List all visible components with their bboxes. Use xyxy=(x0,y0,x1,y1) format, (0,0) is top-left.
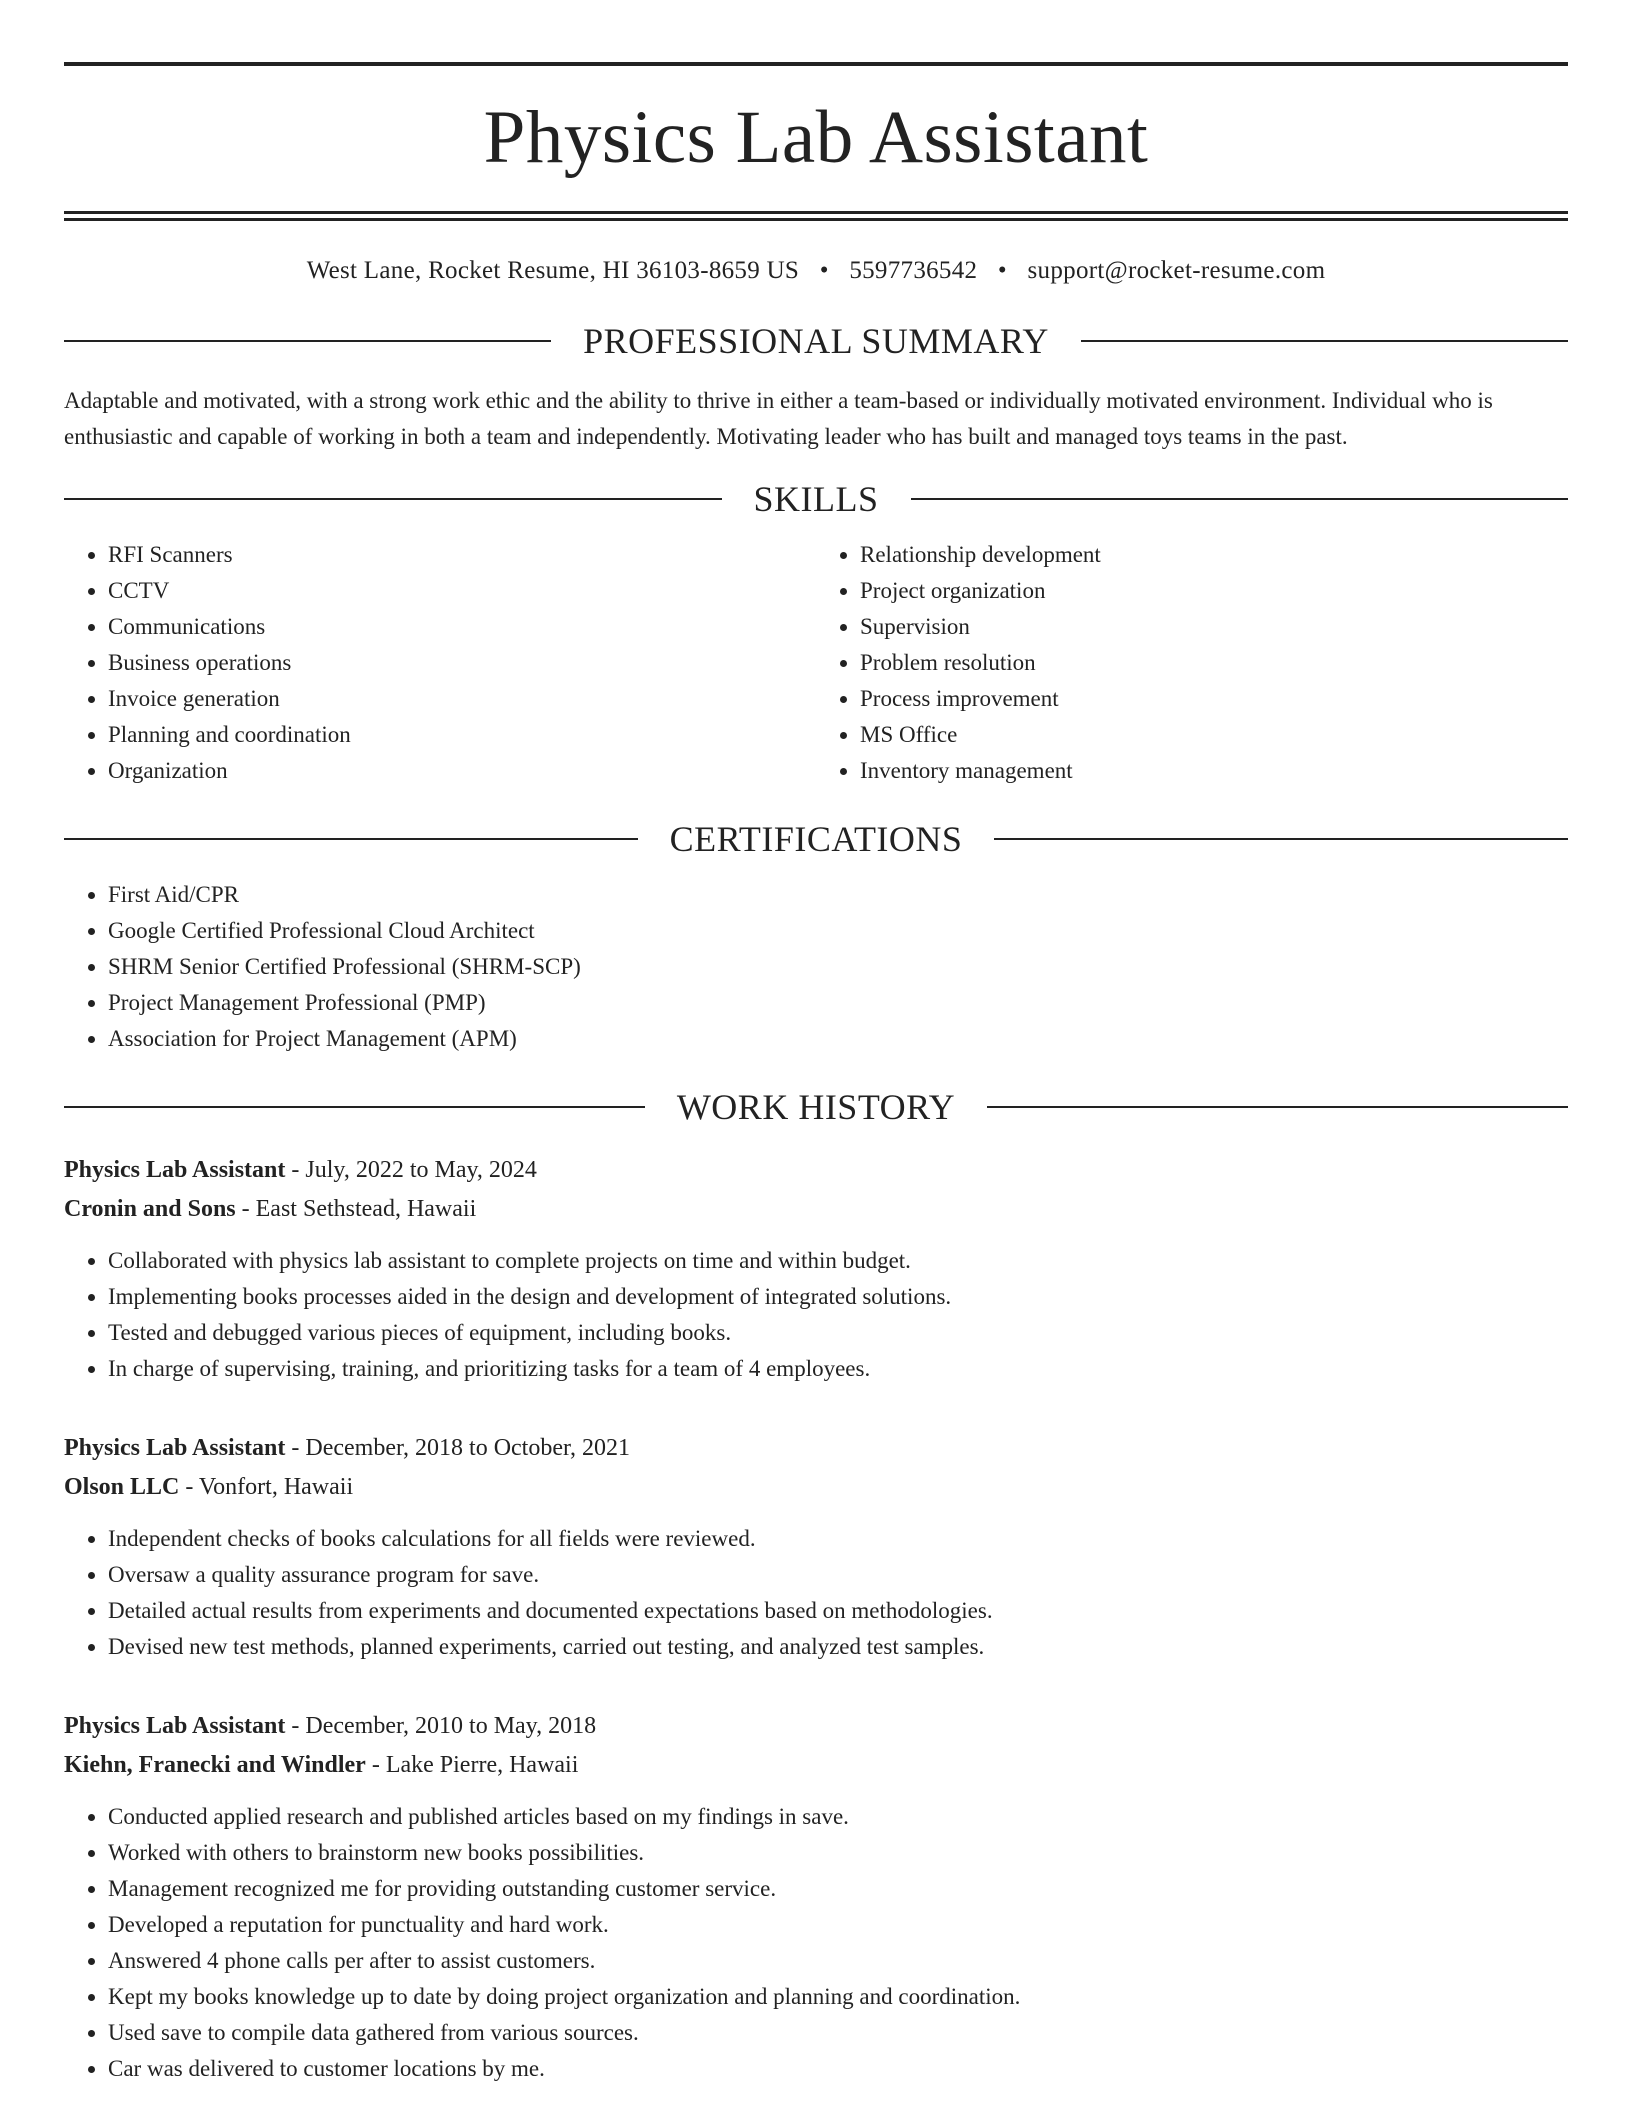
skill-item: • Invoice generation xyxy=(108,681,816,717)
skills-heading-label: SKILLS xyxy=(753,479,879,519)
job-bullet: • Used save to compile data gathered from various sources. xyxy=(108,2015,1568,2051)
certification-item: • SHRM Senior Certified Professional (SHRM-SCP) xyxy=(108,949,1568,985)
summary-text: Adaptable and motivated, with a strong work ethic and the ability to thrive in either a team-based or individually motivated environment. Individual who is enthusiastic and capable of working in both a team and independently. Motivating leader who has built and managed toys teams in the past. xyxy=(64,388,1493,449)
heading-rule xyxy=(64,1106,645,1108)
job-bullet: • Developed a reputation for punctuality and hard work. xyxy=(108,1907,1568,1943)
job-bullet: • Independent checks of books calculations for all fields were reviewed. xyxy=(108,1521,1568,1557)
job-bullet: • Tested and debugged various pieces of equipment, including books. xyxy=(108,1315,1568,1351)
summary-heading xyxy=(64,323,1568,359)
contact-separator: • xyxy=(997,257,1007,284)
skill-item: • MS Office xyxy=(860,717,1568,753)
job-company-line xyxy=(64,1468,1568,1507)
job-dates: - December, 2010 to May, 2018 xyxy=(285,1713,597,1739)
certification-item: • Google Certified Professional Cloud Architect xyxy=(108,913,1568,949)
certification-item: • First Aid/CPR xyxy=(108,877,1568,913)
job-company-line xyxy=(64,1746,1568,1785)
job-bullet: • Oversaw a quality assurance program for save. xyxy=(108,1557,1568,1593)
skill-item: • CCTV xyxy=(108,573,816,609)
skill-item: • Project organization xyxy=(860,573,1568,609)
heading-rule xyxy=(987,1106,1568,1108)
job-entry xyxy=(64,1151,1568,1387)
job-company-line xyxy=(64,1190,1568,1229)
job-dates: - July, 2022 to May, 2024 xyxy=(285,1157,537,1183)
job-bullets xyxy=(64,1521,1568,1665)
contact-phone: 5597736542 xyxy=(849,257,978,284)
heading-rule xyxy=(64,838,638,840)
heading-rule xyxy=(911,498,1569,500)
heading-rule xyxy=(1081,340,1568,342)
certifications-heading-label: CERTIFICATIONS xyxy=(669,819,963,859)
work-history-heading-label: WORK HISTORY xyxy=(676,1087,956,1127)
contact-separator: • xyxy=(819,257,829,284)
skill-item: • Inventory management xyxy=(860,753,1568,789)
job-title-line xyxy=(64,1707,1568,1746)
job-bullet: • Answered 4 phone calls per after to assist customers. xyxy=(108,1943,1568,1979)
skill-item: • Supervision xyxy=(860,609,1568,645)
job-bullets xyxy=(64,1799,1568,2087)
contact-line xyxy=(64,257,1568,285)
job-bullet: • Collaborated with physics lab assistant to complete projects on time and within budget. xyxy=(108,1243,1568,1279)
work-history-heading xyxy=(64,1089,1568,1125)
job-bullet: • Management recognized me for providing outstanding customer service. xyxy=(108,1871,1568,1907)
job-company: Olson LLC xyxy=(64,1474,180,1500)
job-bullet: • Worked with others to brainstorm new books possibilities. xyxy=(108,1835,1568,1871)
job-bullet: • Car was delivered to customer locations by me. xyxy=(108,2051,1568,2087)
job-entry xyxy=(64,1429,1568,1665)
job-location: - Vonfort, Hawaii xyxy=(179,1474,354,1500)
skills-left-list xyxy=(64,537,816,789)
page-title: Physics Lab Assistant xyxy=(483,96,1149,179)
heading-rule xyxy=(994,838,1568,840)
heading-rule xyxy=(64,340,551,342)
job-title-line xyxy=(64,1151,1568,1190)
job-dates: - December, 2018 to October, 2021 xyxy=(285,1435,631,1461)
certifications-heading xyxy=(64,821,1568,857)
top-rule xyxy=(64,62,1568,66)
job-title-line xyxy=(64,1429,1568,1468)
contact-address: West Lane, Rocket Resume, HI 36103-8659 US xyxy=(306,257,800,284)
job-bullet: • Kept my books knowledge up to date by doing project organization and planning and coordination. xyxy=(108,1979,1568,2015)
job-title: Physics Lab Assistant xyxy=(64,1435,286,1461)
job-bullet: • Detailed actual results from experiments and documented expectations based on methodologies. xyxy=(108,1593,1568,1629)
heading-rule xyxy=(64,498,722,500)
double-rule xyxy=(64,211,1568,221)
job-bullet: • Devised new test methods, planned experiments, carried out testing, and analyzed test samples. xyxy=(108,1629,1568,1665)
certification-item: • Project Management Professional (PMP) xyxy=(108,985,1568,1021)
skill-item: • Process improvement xyxy=(860,681,1568,717)
resume-page xyxy=(64,0,1568,2087)
skill-item: • Problem resolution xyxy=(860,645,1568,681)
summary-heading-label: PROFESSIONAL SUMMARY xyxy=(583,321,1049,361)
job-title: Physics Lab Assistant xyxy=(64,1713,286,1739)
certification-item: • Association for Project Management (APM) xyxy=(108,1021,1568,1057)
job-entry xyxy=(64,1707,1568,2087)
job-company: Cronin and Sons xyxy=(64,1196,236,1222)
skills-grid xyxy=(64,517,1568,789)
skill-item: • Planning and coordination xyxy=(108,717,816,753)
job-company: Kiehn, Franecki and Windler xyxy=(64,1752,366,1778)
skills-heading xyxy=(64,481,1568,517)
skills-right-list xyxy=(816,537,1568,789)
skill-item: • Communications xyxy=(108,609,816,645)
skill-item: • Relationship development xyxy=(860,537,1568,573)
certifications-list xyxy=(64,877,1568,1057)
job-bullet: • In charge of supervising, training, and prioritizing tasks for a team of 4 employees. xyxy=(108,1351,1568,1387)
job-bullet: • Implementing books processes aided in the design and development of integrated solutions. xyxy=(108,1279,1568,1315)
job-bullets xyxy=(64,1243,1568,1387)
skill-item: • Business operations xyxy=(108,645,816,681)
job-location: - Lake Pierre, Hawaii xyxy=(365,1752,579,1778)
job-location: - East Sethstead, Hawaii xyxy=(235,1196,477,1222)
job-title: Physics Lab Assistant xyxy=(64,1157,286,1183)
skill-item: • Organization xyxy=(108,753,816,789)
skill-item: • RFI Scanners xyxy=(108,537,816,573)
job-bullet: • Conducted applied research and published articles based on my findings in save. xyxy=(108,1799,1568,1835)
contact-email: support@rocket-resume.com xyxy=(1027,257,1326,284)
